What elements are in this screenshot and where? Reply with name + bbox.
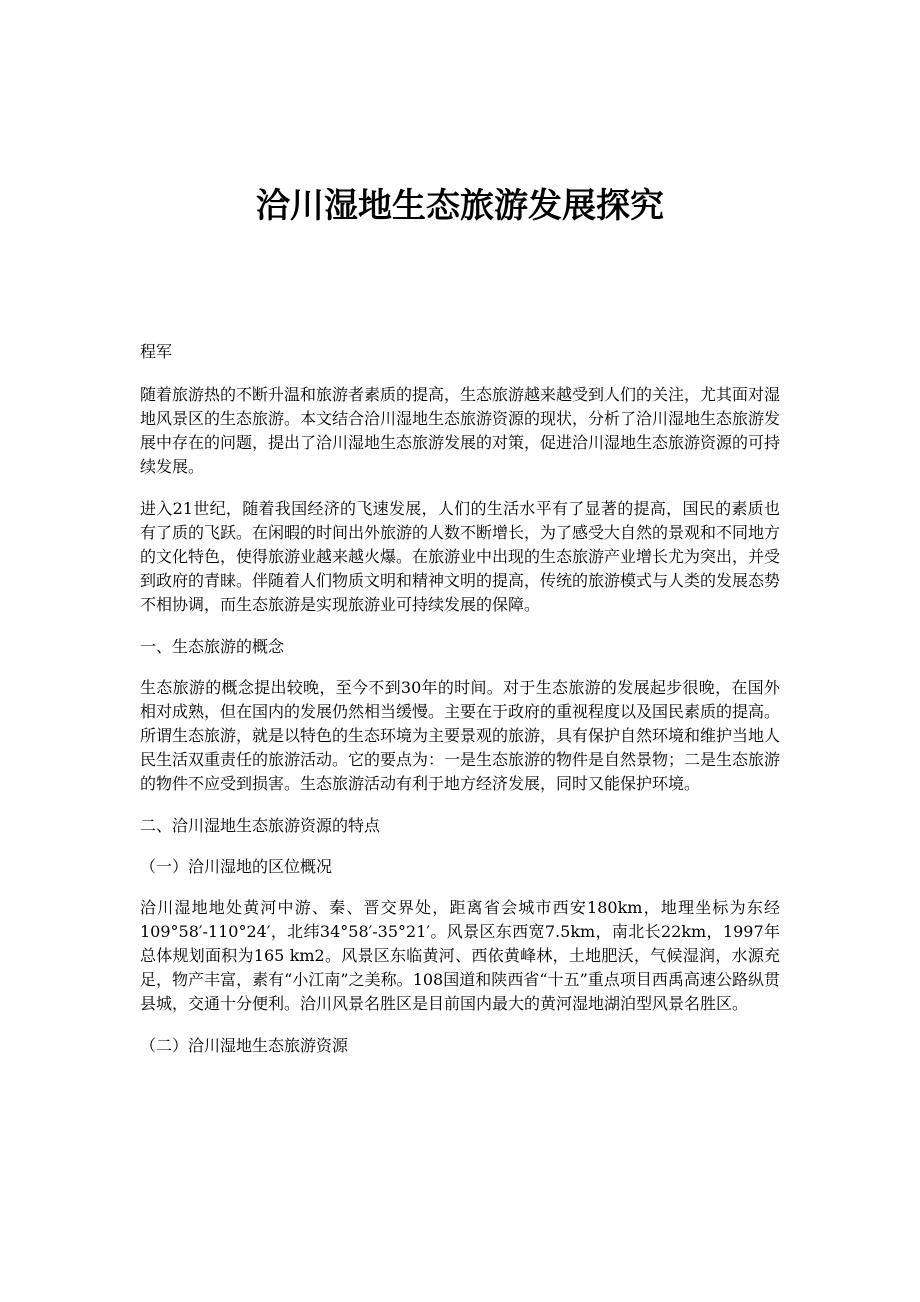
subsection-heading-ecotourism-resources: （二）洽川湿地生态旅游资源 [140,1036,349,1055]
abstract-paragraph: 随着旅游热的不断升温和旅游者素质的提高，生态旅游越来越受到人们的关注，尤其面对湿地风景区的生态旅游。本文结合洽川湿地生态旅游资源的现状，分析了洽川湿地生态旅游发展中存在的问题，提出了洽川湿地生态旅游发展的对策，促进洽川湿地生态旅游资源的可持续发展。 [140,385,781,476]
document-title: 洽川湿地生态旅游发展探究 [256,186,664,226]
author-name: 程军 [140,342,173,361]
document-body [140,340,780,1075]
section-heading-resources: 二、洽川湿地生态旅游资源的特点 [140,816,381,835]
section-heading-concept: 一、生态旅游的概念 [140,637,285,656]
location-paragraph: 洽川湿地地处黄河中游、秦、晋交界处，距离省会城市西安180km，地理坐标为东经109°58′-110°24′，北纬34°58′-35°21′。风景区东西宽7.5km，南北长22km，1997年总体规划面积为165 km2。风景区东临黄河、西依黄峰林，土地肥沃，气候湿润，水源充足，物产丰富，素有“小江南”之美称。108国道和陕西省“十五”重点项目西禹高速公路纵贯县城，交通十分便利。洽川风景名胜区是目前国内最大的黄河湿地湖泊型风景名胜区。 [140,898,780,1013]
subsection-heading-location: （一）洽川湿地的区位概况 [140,857,333,876]
concept-paragraph: 生态旅游的概念提出较晚，至今不到30年的时间。对于生态旅游的发展起步很晚，在国外相对成熟，但在国内的发展仍然相当缓慢。主要在于政府的重视程度以及国民素质的提高。所谓生态旅游，就是以特色的生态环境为主要景观的旅游，具有保护自然环境和维护当地人民生活双重责任的旅游活动。它的要点为：一是生态旅游的物件是自然景物；二是生态旅游的物件不应受到损害。生态旅游活动有利于地方经济发展，同时又能保护环境。 [140,678,781,793]
intro-paragraph: 进入21世纪，随着我国经济的飞速发展，人们的生活水平有了显著的提高，国民的素质也有了质的飞跃。在闲暇的时间出外旅游的人数不断增长，为了感受大自然的景观和不同地方的文化特色，使得旅游业越来越火爆。在旅游业中出现的生态旅游产业增长尤为突出，并受到政府的青睐。伴随着人们物质文明和精神文明的提高，传统的旅游模式与人类的发展态势不相协调，而生态旅游是实现旅游业可持续发展的保障。 [140,499,781,614]
